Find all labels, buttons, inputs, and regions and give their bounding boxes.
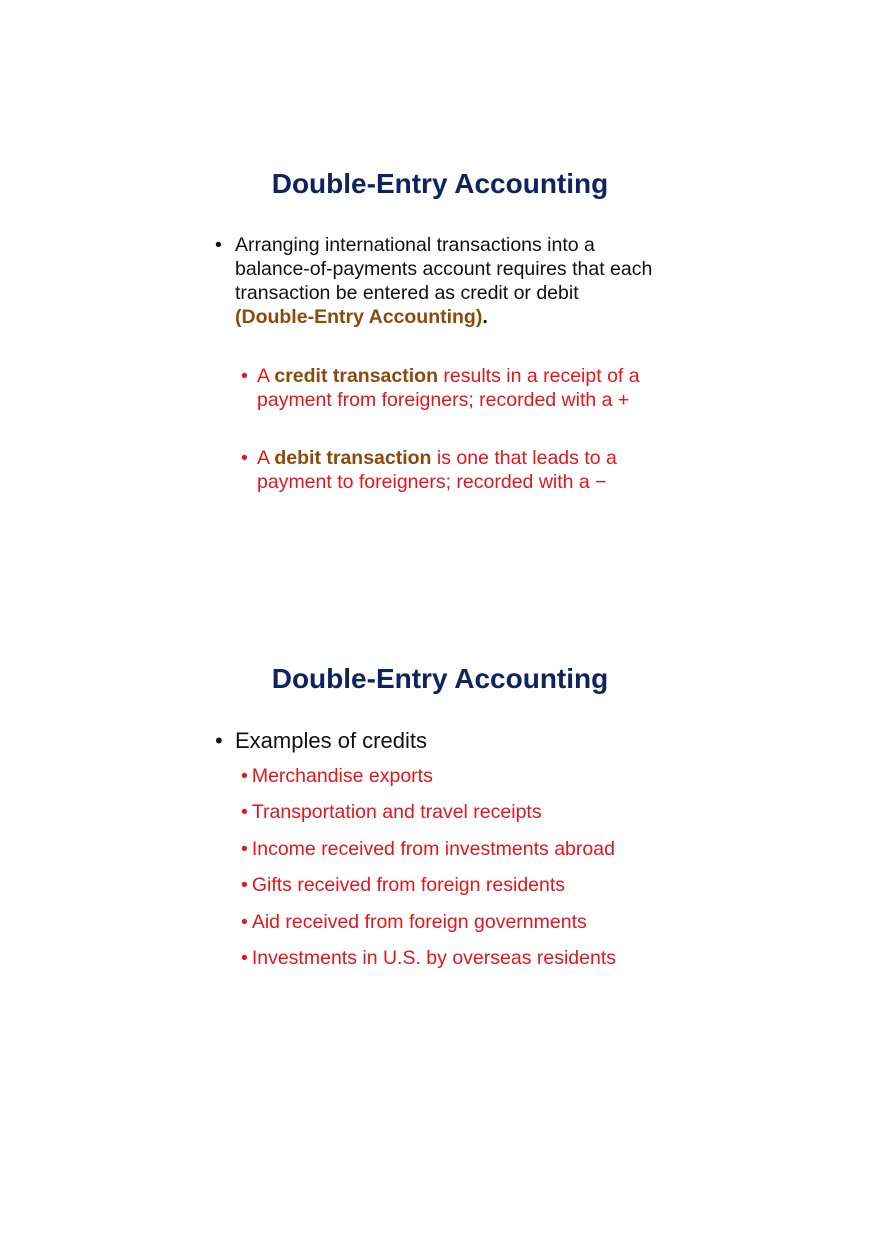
debit-line-2: payment to foreigners; recorded with a − <box>257 471 607 493</box>
slide-1 <box>0 0 880 600</box>
bullet-dot: • <box>215 234 222 256</box>
slide-2 <box>0 600 880 1247</box>
debit-line-1-rest: is one that leads to a <box>431 447 617 469</box>
debit-prefix: A <box>257 447 275 469</box>
debit-term: debit transaction <box>274 447 432 469</box>
bullet-line-4 <box>235 305 652 329</box>
credit-line-1-rest: results in a receipt of a <box>438 365 640 387</box>
bullet-period: . <box>482 306 488 328</box>
bullet-line-2: balance-of-payments account requires that each <box>235 258 653 280</box>
bullet-dot: • <box>241 447 248 469</box>
debit-line-1 <box>257 446 617 470</box>
bullet-dot: • <box>215 728 223 753</box>
credit-prefix: A <box>257 365 275 387</box>
credit-line-2: payment from foreigners; recorded with a + <box>257 389 630 411</box>
list-item: • Investments in U.S. by overseas residents <box>241 946 616 969</box>
slide-1-title: Double-Entry Accounting <box>271 168 609 199</box>
bullet-dot: • <box>241 365 248 387</box>
slide-2-title: Double-Entry Accounting <box>271 663 609 694</box>
list-item: • Merchandise exports <box>241 765 433 787</box>
examples-of-credits: Examples of credits <box>235 728 427 753</box>
list-item: • Income received from investments abroad <box>241 837 615 860</box>
bullet-line-1: Arranging international transactions into a <box>235 234 595 256</box>
credit-examples-list <box>241 764 616 982</box>
list-item: • Aid received from foreign governments <box>241 910 587 933</box>
list-item: • Transportation and travel receipts <box>241 801 542 824</box>
credit-term: credit transaction <box>274 365 438 387</box>
bullet-line-3: transaction be entered as credit or debit <box>235 282 579 304</box>
list-item: • Gifts received from foreign residents <box>241 874 566 897</box>
double-entry-highlight: (Double-Entry Accounting) <box>235 306 483 328</box>
credit-line-1 <box>257 364 640 388</box>
